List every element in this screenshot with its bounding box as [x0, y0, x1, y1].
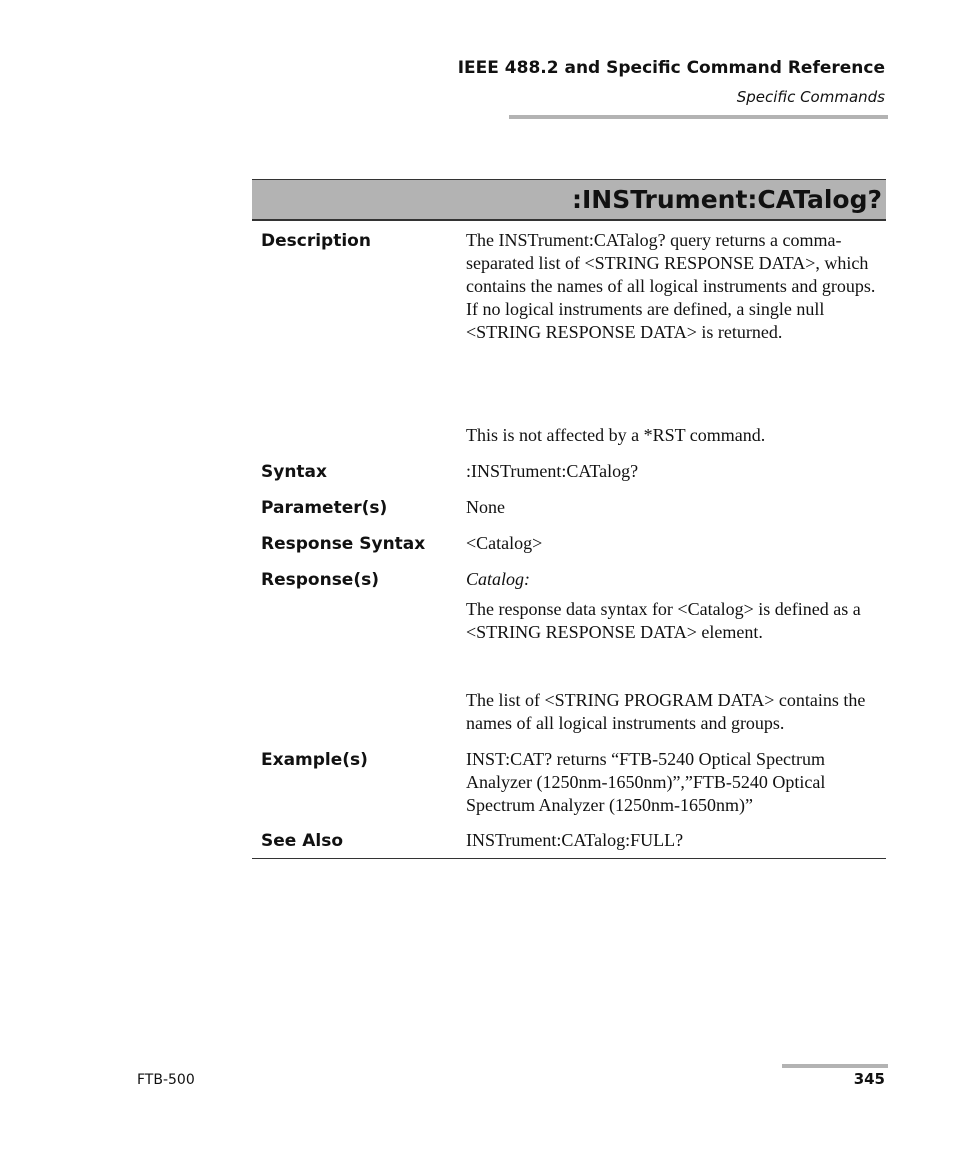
syntax-label: Syntax	[261, 462, 327, 482]
examples-label: Example(s)	[261, 750, 368, 770]
see-also-value: INSTrument:CATalog:FULL?	[466, 830, 684, 850]
footer-rule	[782, 1064, 888, 1068]
responses-note: The list of <STRING PROGRAM DATA> contains the names of all logical instruments and groups.	[466, 690, 866, 733]
responses-term: Catalog:	[466, 569, 531, 589]
examples-value: INST:CAT? returns “FTB-5240 Optical Spectrum Analyzer (1250nm-1650nm)”,”FTB-5240 Optical Spectrum Analyzer (1250nm-1650nm)”	[466, 749, 826, 815]
description-note: This is not affected by a *RST command.	[466, 425, 766, 445]
response-syntax-label: Response Syntax	[261, 534, 426, 554]
responses-text: The response data syntax for <Catalog> is defined as a <STRING RESPONSE DATA> element.	[466, 599, 861, 642]
response-syntax-value: <Catalog>	[466, 533, 543, 553]
command-title: :INSTrument:CATalog?	[571, 185, 882, 214]
header-rule	[509, 115, 888, 119]
syntax-value: :INSTrument:CATalog?	[466, 461, 639, 481]
parameters-value: None	[466, 497, 505, 517]
responses-label: Response(s)	[261, 570, 379, 590]
command-title-bar	[252, 179, 886, 221]
description-label: Description	[261, 231, 371, 251]
description-text: The INSTrument:CATalog? query returns a comma-separated list of <STRING RESPONSE DATA>, which contains the names of all logical instruments and groups. If no logical instruments are defined, a single null <STRING RESPONSE DATA> is returned.	[466, 230, 876, 342]
page-number: 345	[853, 1070, 885, 1088]
see-also-label: See Also	[261, 831, 344, 851]
table-bottom-rule	[252, 858, 886, 859]
running-header-subtitle: Specific Commands	[736, 88, 885, 106]
parameters-label: Parameter(s)	[261, 498, 388, 518]
footer-product: FTB-500	[137, 1072, 195, 1088]
running-header-title: IEEE 488.2 and Specific Command Reference	[457, 58, 885, 78]
